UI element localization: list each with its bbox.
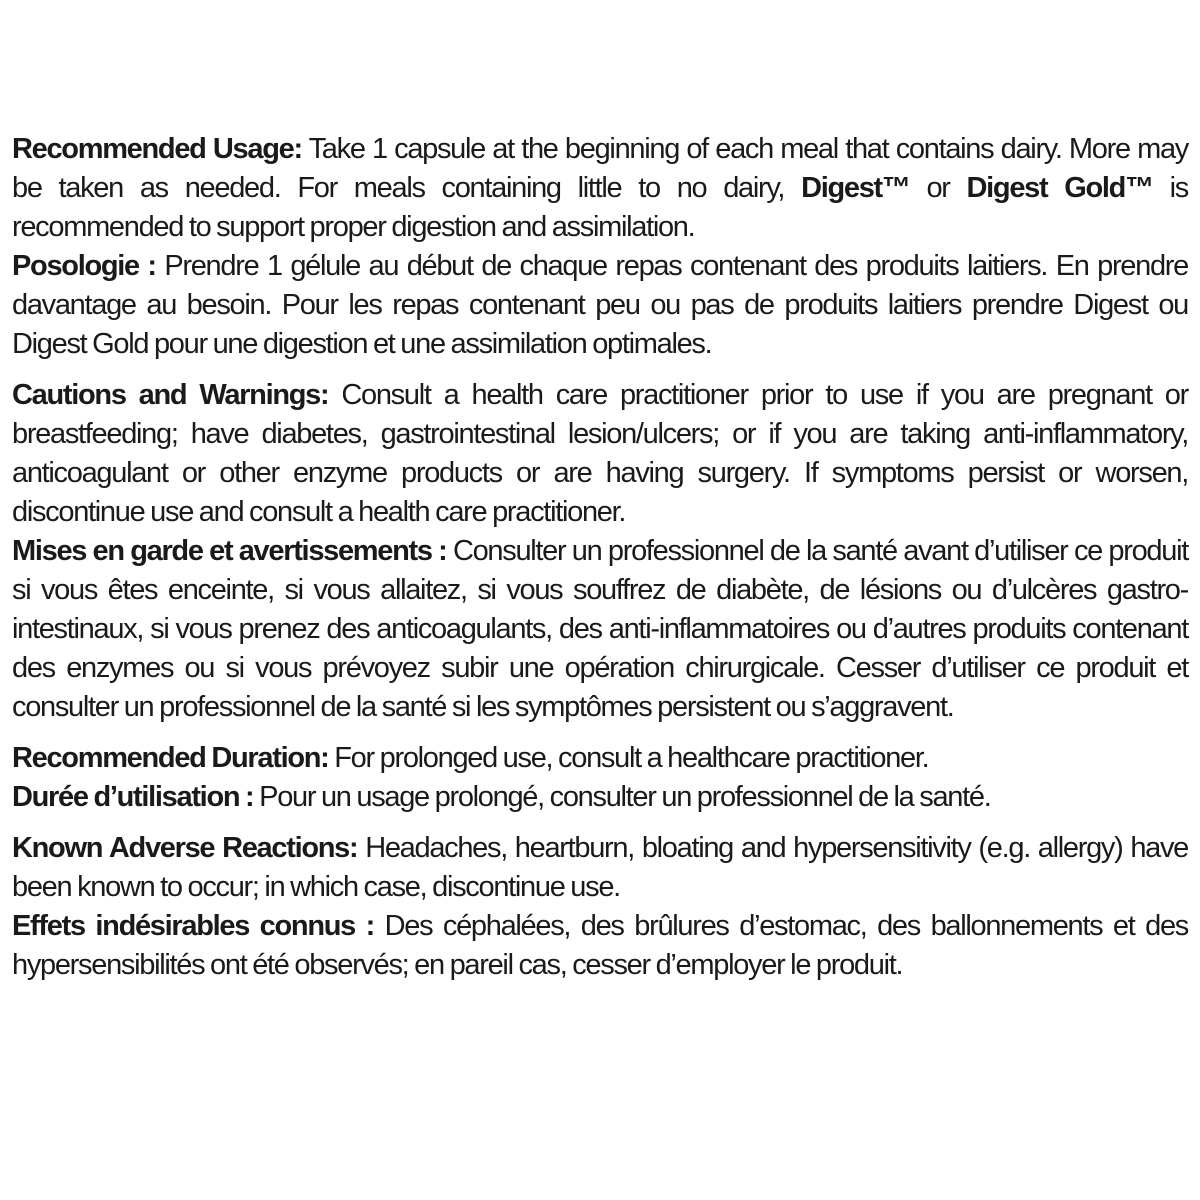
usage-en-heading: Recommended Usage: [12,133,302,165]
cautions-fr-heading: Mises en garde et avertissements : [12,535,447,567]
adverse-en-paragraph [12,829,1188,907]
adverse-fr-heading: Effets indésirables connus : [12,910,374,942]
adverse-en-heading: Known Adverse Reactions: [12,832,358,864]
duration-fr-text: Pour un usage prolongé, consulter un professionnel de la santé. [253,781,991,813]
duration-en-text: For prolonged use, consult a healthcare practitioner. [328,742,929,774]
cautions-fr-text: Consulter un professionnel de la santé avant d’utiliser ce produit si vous êtes enceinte, si vous allaitez, si vous souffrez de diabète, de lésions ou d’ulcères gastro-intestinaux, si vous prenez des anticoagulants, des anti-inflammatoires ou d’autres produits contenant des enzymes ou si vous prévoyez subir une opération chirurgicale. Cesser d’utiliser ce produit et consulter un professionnel de la santé si les symptômes persistent ou s’aggravent. [12,535,1188,723]
cautions-fr-paragraph [12,532,1188,727]
adverse-fr-text: Des céphalées, des brûlures d’estomac, des ballonnements et des hypersensibilités ont été observés; en pareil cas, cesser d’employer le produit. [12,910,1189,981]
usage-fr-paragraph [12,247,1188,364]
duration-section [12,739,1188,817]
adverse-reactions-section [12,829,1188,985]
digest-gold-brand-name: Digest Gold™ [966,172,1153,204]
usage-fr-heading: Posologie : [12,250,156,282]
usage-section [12,130,1188,364]
duration-en-heading: Recommended Duration: [12,742,329,774]
usage-en-paragraph [12,130,1188,247]
usage-en-text-1: Take 1 capsule at the beginning of each meal that contains dairy. More may be taken as needed. For meals containing little to no dairy, [12,133,1188,204]
digest-brand-name: Digest™ [801,172,910,204]
duration-fr-paragraph [12,778,1188,817]
cautions-en-paragraph [12,376,1188,532]
cautions-section [12,376,1188,727]
adverse-en-text: Headaches, heartburn, bloating and hypersensitivity (e.g. allergy) have been known to occur; in which case, discontinue use. [12,832,1188,903]
duration-en-paragraph [12,739,1188,778]
cautions-en-text: Consult a health care practitioner prior to use if you are pregnant or breastfeeding; have diabetes, gastrointestinal lesion/ulcers; or if you are taking anti-inflammatory, anticoagulant or other enzyme products or are having surgery. If symptoms persist or worsen, discontinue use and consult a health care practitioner. [12,379,1188,528]
usage-en-text-3: is recommended to support proper digestion and assimilation. [12,172,1188,243]
product-label-text [12,130,1188,985]
usage-en-text-2: or [909,172,967,204]
cautions-en-heading: Cautions and Warnings: [12,379,329,411]
usage-fr-text: Prendre 1 gélule au début de chaque repas contenant des produits laitiers. En prendre davantage au besoin. Pour les repas contenant peu ou pas de produits laitiers prendre Digest ou Digest Gold pour une digestion et une assimilation optimales. [12,250,1188,360]
duration-fr-heading: Durée d’utilisation : [12,781,254,813]
adverse-fr-paragraph [12,907,1188,985]
